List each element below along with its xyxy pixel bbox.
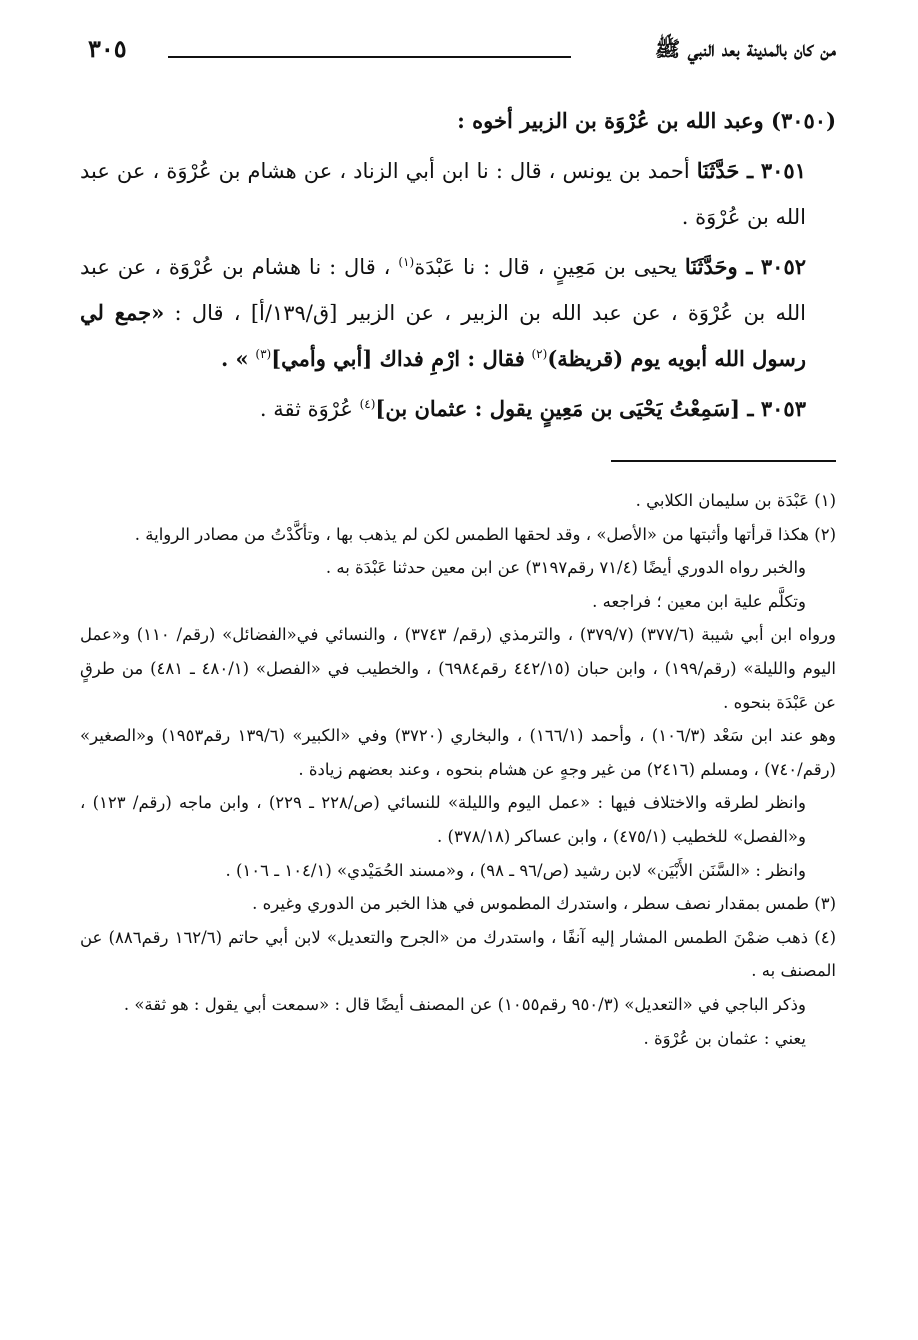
footnote-4 xyxy=(80,921,836,988)
footnote-ref-2: (٢) xyxy=(531,347,548,361)
footnote-2-para: وانظر لطرقه والاختلاف فيها : «عمل اليوم والليلة» للنسائي (ص/٢٢٨ ـ ٢٢٩) ، وابن ماجه (رقم/ ١٢٣) ، و«الفصل» للخطيب (٤٧٥/١) ، وابن عساكر (٣٧٨/١٨) . xyxy=(80,793,806,846)
footnote-2-number: (٢) xyxy=(814,524,836,544)
report-3053-text-b: عُرْوَة ثقة . xyxy=(259,397,353,421)
report-3053 xyxy=(80,386,836,432)
report-3052 xyxy=(80,244,836,382)
hadith-close: » . xyxy=(220,346,249,371)
footnote-2-para: وهو عند ابن سَعْد (١٠٦/٣) ، وأحمد (١٦٦/١) ، والبخاري (٣٧٢٠) وفي «الكبير» (١٣٩/٦ رقم١٩٥٣) و«الصغير» (رقم/٧٤٠) ، ومسلم (٢٤١٦) من غير وجهٍ عن هشام بنحوه ، وعند بعضهم زيادة . xyxy=(80,726,836,779)
footnote-4-para: يعني : عثمان بن عُرْوَة . xyxy=(643,1028,806,1048)
report-3051-lead: ٣٠٥١ ـ حَدَّثَنَا xyxy=(696,158,806,183)
footnote-ref-4: (٤) xyxy=(359,397,376,411)
footnote-ref-1: (١) xyxy=(398,255,415,269)
footnote-2-para: وانظر : «السَّنَن الأَبْيَن» لابن رشيد (ص/٩٦ ـ ٩٨) ، و«مسند الحُمَيْدي» (١٠٤/١ ـ ١٠٦) . xyxy=(225,860,806,880)
report-3051-text: أحمد بن يونس ، قال : نا ابن أبي الزناد ، عن هشام بن عُرْوَة ، عن عبد الله بن عُرْوَة . xyxy=(80,159,806,229)
running-title: من كان بالمدينة بعد النبي ﷺ xyxy=(654,36,836,61)
footnote-2-para: ورواه ابن أبي شيبة (٣٧٧/٦) (٣٧٩/٧) ، والترمذي (رقم/ ٣٧٤٣) ، والنسائي في«الفضائل» (رقم/ ١١٠) و«عمل اليوم والليلة» (رقم/١٩٩) ، وابن حبان (٤٤٢/١٥ رقم٦٩٨٤) ، والخطيب في «الفصل» (٤٨٠/١ ـ ٤٨١) من طرقٍ عن عَبْدَة بنحوه . xyxy=(80,625,836,712)
main-text xyxy=(80,98,836,436)
footnote-3: (٣) طمس بمقدار نصف سطر ، واستدرك المطموس في هذا الخبر من الدوري وغيره . xyxy=(252,894,836,914)
footnote-4-text: ذهب ضمْنَ الطمس المشار إليه آنفًا ، واستدرك من «الجرح والتعديل» لابن أبي حاتم (١٦٢/٦ رقم٨٨٦) عن المصنف به . xyxy=(80,927,836,981)
footnote-1: (١) عَبْدَة بن سليمان الكلابي . xyxy=(635,491,836,510)
report-3052-text-a: يحيى بن مَعِينٍ ، قال : نا عَبْدَة xyxy=(414,255,677,279)
footnote-ref-3: (٣) xyxy=(255,347,272,361)
footnote-4-number: (٤) xyxy=(814,927,836,947)
footnote-2-para: وتكلَّم علية ابن معين ؛ فراجعه . xyxy=(592,591,806,611)
hadith-text-b: فقال : ارْمِ فداك [أبي وأمي] xyxy=(271,346,525,371)
running-header xyxy=(88,34,836,74)
hadith-text-a: «جمع لي رسول الله أبويه يوم (قريظة) xyxy=(80,300,806,371)
report-3052-lead: ٣٠٥٢ ـ وحَدَّثَنَا xyxy=(684,254,807,279)
header-rule xyxy=(168,56,571,58)
report-3053-lead: ٣٠٥٣ ـ [سَمِعْتُ يَحْيَى xyxy=(619,396,806,421)
page-number: ٣٠٥ xyxy=(88,34,127,63)
footnote-2-text: هكذا قرأتها وأثبتها من «الأصل» ، وقد لحقها الطمس لكن لم يذهب بها ، وتأكَّدْتُ من مصادر الرواية . xyxy=(134,524,809,544)
footnotes xyxy=(80,484,836,1055)
footnote-4-para: وذكر الباجي في «التعديل» (٩٥٠/٣ رقم١٠٥٥) عن المصنف أيضًا قال : «سمعت أبي يقول : هو ثقة» . xyxy=(123,994,806,1014)
footnote-separator xyxy=(611,460,836,462)
entry-heading: (٣٠٥٠) وعبد الله بن عُرْوَة بن الزبير أخوه : xyxy=(457,108,836,133)
report-3051 xyxy=(80,148,836,240)
footnote-2-para: والخبر رواه الدوري أيضًا (٧١/٤ رقم٣١٩٧) عن ابن معين حدثنا عَبْدَة به . xyxy=(325,558,806,578)
report-3053-text-a: بن مَعِينٍ يقول : عثمان بن] xyxy=(375,396,613,421)
report-3052-text-b: ، قال : نا هشام بن عُرْوَة ، عن عبد الله بن عُرْوَة ، عن عبد الله بن الزبير ، عن الزبير [ق/١٣٩/أ] ، قال : xyxy=(80,255,806,325)
footnote-2 xyxy=(80,518,836,552)
